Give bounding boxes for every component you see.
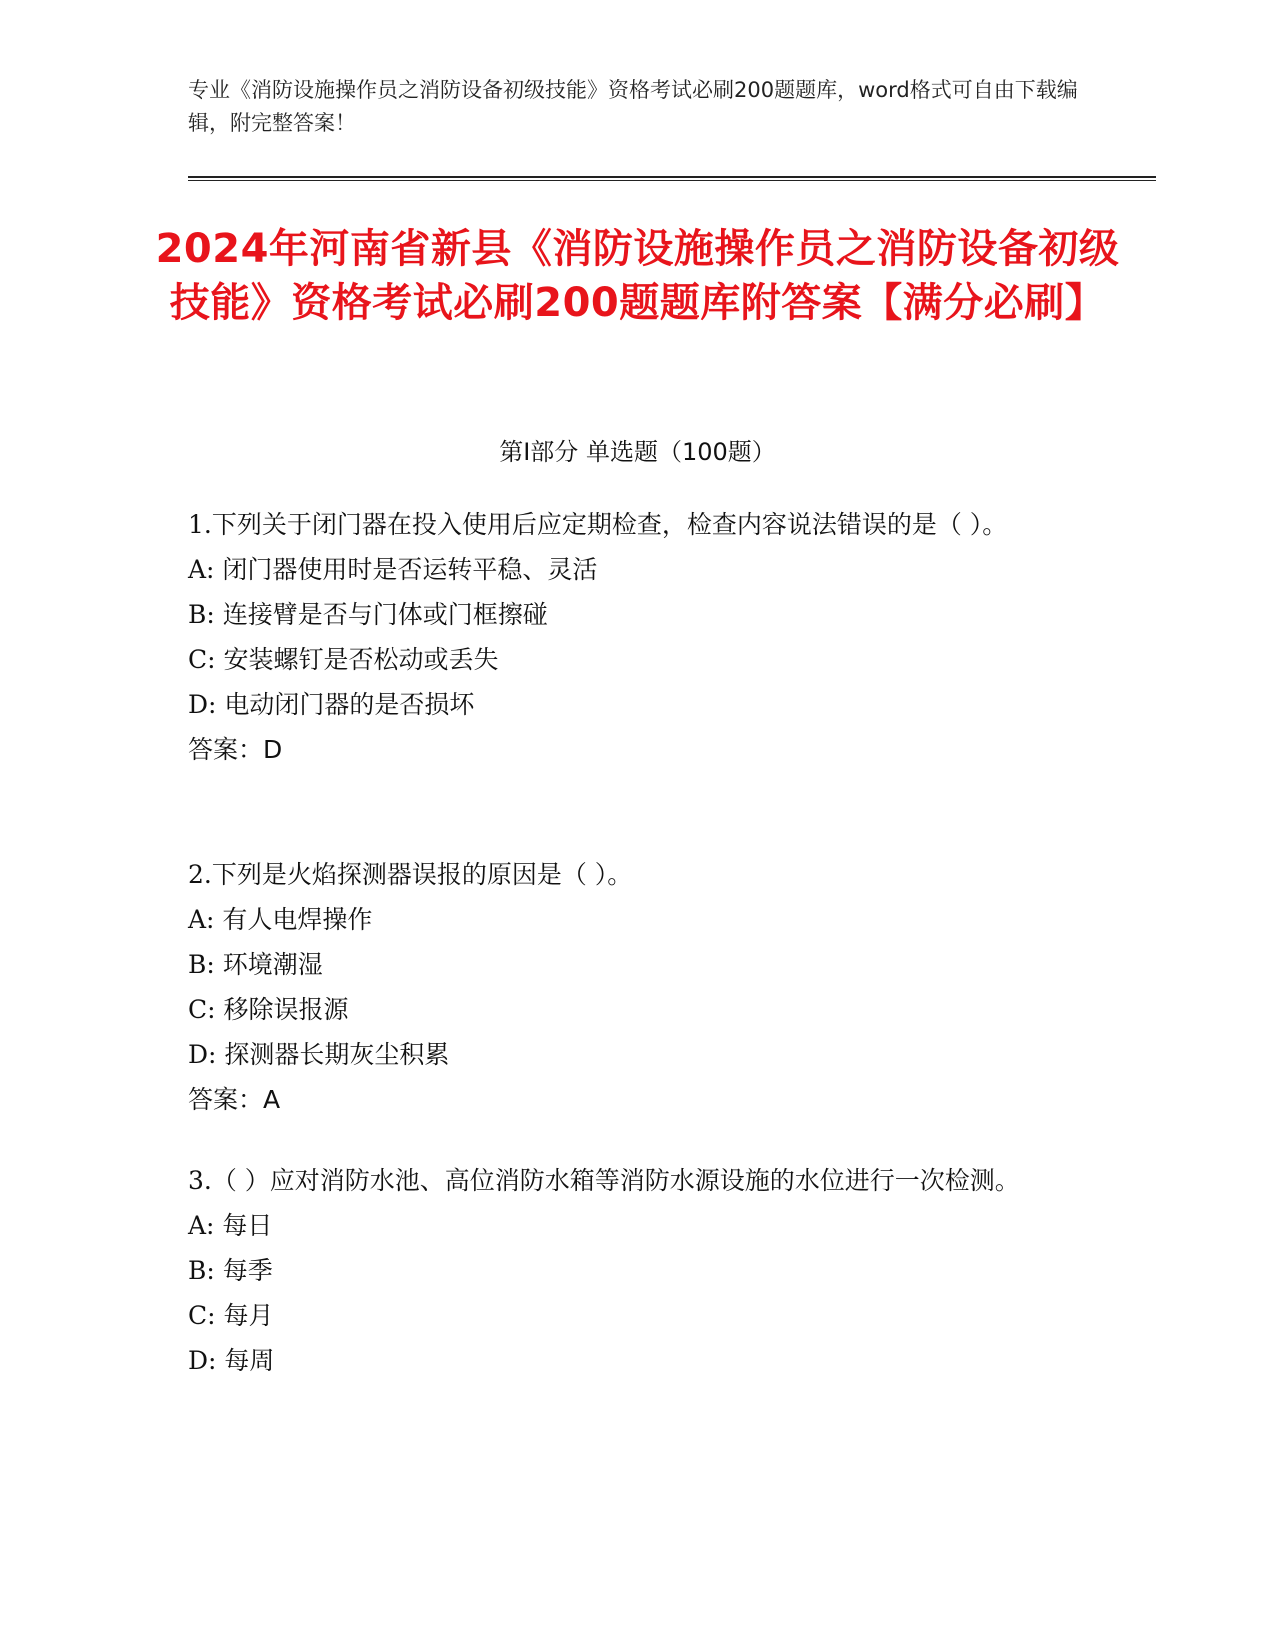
option-d: D: 每周 [188,1346,275,1375]
question-stem: 2.下列是火焰探测器误报的原因是（ ）。 [188,860,633,889]
option-a: A: 闭门器使用时是否运转平稳、灵活 [188,555,598,584]
option-d: D: 探测器长期灰尘积累 [188,1040,450,1069]
document-title: 2024年河南省新县《消防设施操作员之消防设备初级技能》资格考试必刷200题题库附答案【满分必刷】 [155,226,1120,326]
option-c: C: 安装螺钉是否松动或丢失 [188,645,499,674]
option-a: A: 有人电焊操作 [188,905,373,934]
question-3 [188,1158,1068,1383]
header-divider-top [188,176,1156,178]
option-a: A: 每日 [188,1211,273,1240]
option-b: B: 连接臂是否与门体或门框擦碰 [188,600,548,629]
option-b: B: 每季 [188,1256,273,1285]
question-stem: 1.下列关于闭门器在投入使用后应定期检查，检查内容说法错误的是（ ）。 [188,510,1008,539]
header-note: 专业《消防设施操作员之消防设备初级技能》资格考试必刷200题题库，word格式可自由下载编辑，附完整答案！ [188,78,1078,135]
answer: 答案：D [188,735,283,764]
question-1 [188,502,1068,772]
option-d: D: 电动闭门器的是否损坏 [188,690,475,719]
header-divider-bottom [188,180,1156,181]
section-title: 第Ⅰ部分 单选题（100题） [499,438,776,466]
question-2 [188,852,1068,1122]
answer: 答案：A [188,1085,281,1114]
question-stem: 3.（ ）应对消防水池、高位消防水箱等消防水源设施的水位进行一次检测。 [188,1166,1020,1195]
option-b: B: 环境潮湿 [188,950,323,979]
option-c: C: 每月 [188,1301,274,1330]
option-c: C: 移除误报源 [188,995,349,1024]
